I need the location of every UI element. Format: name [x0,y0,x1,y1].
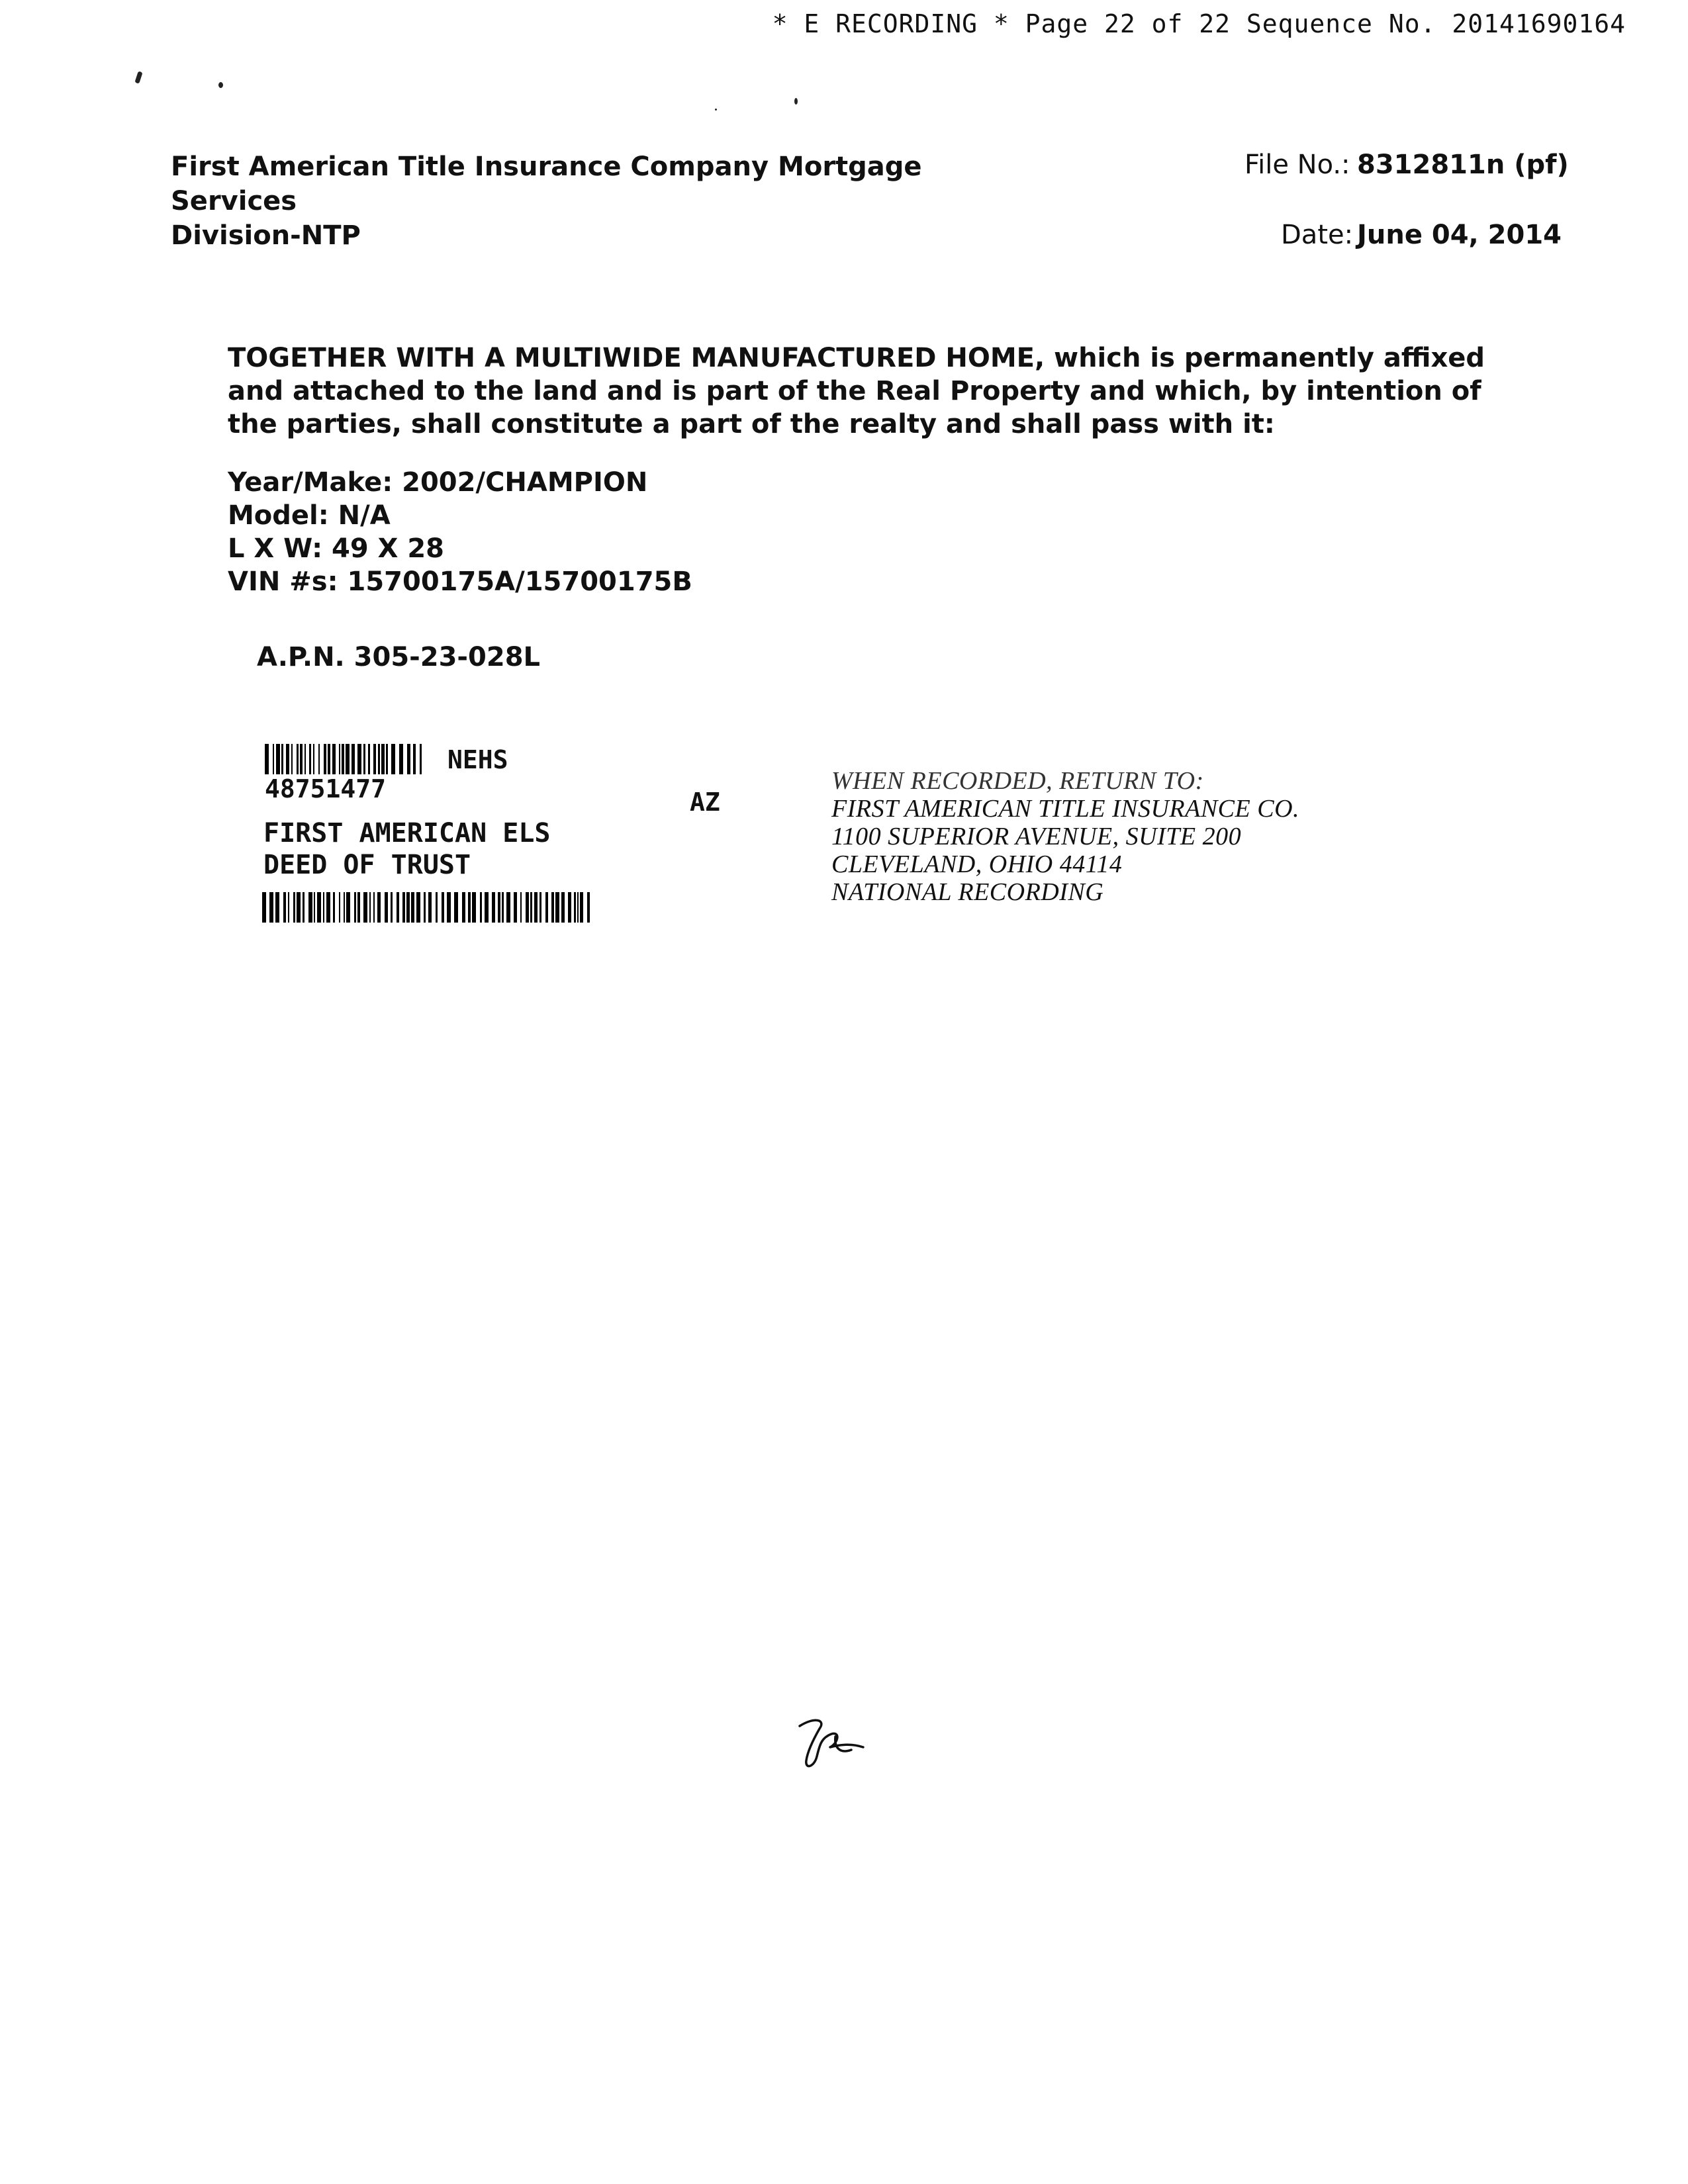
barcode-bar [283,892,286,923]
barcode-bar [492,892,495,923]
barcode-bar [369,892,371,923]
barcode-bar [561,892,565,923]
barcode-bar [352,744,355,774]
scan-speck [218,82,223,88]
barcode-bar [413,744,416,774]
barcode-bar [498,892,500,923]
barcode-bar [385,892,388,923]
barcode-bar [281,744,283,774]
barcode-bar [305,744,306,774]
barcode-bar [326,892,330,923]
barcode-bar [555,892,559,923]
barcode-bar [303,892,305,923]
barcode-bar [332,744,336,774]
return-to-street: 1100 SUPERIOR AVENUE, SUITE 200 [831,823,1242,850]
barcode-bar [514,892,517,923]
barcode-bar [545,892,548,923]
barcode-bar [286,744,289,774]
home-vin-numbers: VIN #s: 15700175A/15700175B [228,567,692,597]
handwritten-initials [794,1714,874,1774]
barcode-bar [328,744,330,774]
barcode-bar [462,892,465,923]
barcode-bar [574,892,576,923]
barcode-bar [291,744,293,774]
return-to-city: CLEVELAND, OHIO 44114 [831,850,1123,878]
file-number-label: File No.: [1244,150,1350,180]
return-to-company: FIRST AMERICAN TITLE INSURANCE CO. [831,795,1300,823]
stamp-state: AZ [690,788,720,817]
barcode-bar [288,892,289,923]
barcode-bar [323,892,324,923]
barcode-bar [587,892,590,923]
barcode-bar [391,892,393,923]
paragraph-lead: TOGETHER WITH A MULTIWIDE MANUFACTURED HOME, [228,343,1045,373]
barcode-bar [420,744,422,774]
barcode-bar [265,744,269,774]
barcode-bar [551,892,554,923]
barcode-bar [342,744,344,774]
barcode-bar [276,744,280,774]
date-label: Date: [1281,220,1354,250]
barcode-top [265,744,424,774]
date-value: June 04, 2014 [1357,220,1562,250]
barcode-bar [411,892,414,923]
home-model: Model: N/A [228,500,391,531]
barcode-bar [402,892,405,923]
home-year-make: Year/Make: 2002/CHAMPION [228,467,648,498]
barcode-bar [317,892,321,923]
barcode-bar [269,892,273,923]
barcode-bar [318,744,320,774]
recording-header: * E RECORDING * Page 22 of 22 Sequence No. 20141690164 [772,9,1626,38]
barcode-bar [416,892,420,923]
barcode-bar [447,892,451,923]
barcode-bar [357,744,361,774]
barcode-bar [262,892,266,923]
barcode-bar [377,892,381,923]
barcode-bar [485,892,489,923]
barcode-bar [357,892,360,923]
barcode-bar [297,744,299,774]
barcode-bar [577,892,579,923]
barcode-bar [314,892,315,923]
barcode-bar [346,744,350,774]
barcode-bar [368,744,370,774]
barcode-bar [363,744,365,774]
barcode-bar [297,892,301,923]
barcode-bar [472,892,476,923]
barcode-bar [530,892,532,923]
scan-speck [715,109,717,111]
barcode-bar [391,744,395,774]
return-to-heading: WHEN RECORDED, RETURN TO: [831,767,1204,795]
barcode-bar [373,744,376,774]
company-line-2: Division-NTP [171,220,361,251]
barcode-bar [293,892,295,923]
barcode-bar [520,892,522,923]
barcode-bar [506,892,510,923]
company-name [171,150,1031,253]
barcode-bar [386,744,388,774]
scan-speck [794,98,798,105]
barcode-bottom [262,892,590,923]
file-number-value: 8312811n (pf) [1357,150,1569,180]
barcode-bar [373,892,375,923]
company-line-1: First American Title Insurance Company Mortgage Services [171,152,922,216]
barcode-bar [346,892,350,923]
barcode-bar [399,744,403,774]
barcode-bar [534,892,538,923]
barcode-bar [397,892,399,923]
stamp-code: NEHS [447,745,508,774]
home-dimensions: L X W: 49 X 28 [228,533,445,564]
manufactured-home-paragraph [228,341,1525,441]
barcode-bar [424,892,426,923]
barcode-bar [308,892,312,923]
barcode-bar [468,892,471,923]
barcode-bar [407,744,410,774]
return-to-department: NATIONAL RECORDING [831,878,1104,906]
barcode-bar [568,892,571,923]
barcode-bar [309,744,311,774]
paragraph-rest: which is permanently affixed and attached to the land and is part of the Real Property and which, by intention of the parties, shall constitute a part of the realty and shall pass with it: [228,343,1485,439]
stamp-number: 48751477 [265,774,387,803]
barcode-bar [339,892,340,923]
barcode-bar [273,744,274,774]
barcode-bar [381,744,385,774]
barcode-bar [580,892,583,923]
barcode-bar [275,892,279,923]
barcode-bar [339,744,340,774]
barcode-bar [454,892,458,923]
barcode-bar [539,892,541,923]
apn-number: A.P.N. 305-23-028L [257,642,541,672]
barcode-bar [378,744,380,774]
barcode-bar [502,892,504,923]
barcode-bar [313,744,314,774]
barcode-bar [480,892,482,923]
barcode-bar [363,892,367,923]
barcode-bar [526,892,529,923]
barcode-bar [406,892,410,923]
barcode-bar [442,892,444,923]
barcode-bar [324,744,326,774]
barcode-bar [333,892,335,923]
barcode-bar [436,892,438,923]
stamp-document-type: DEED OF TRUST [263,850,471,880]
stamp-company: FIRST AMERICAN ELS [263,818,551,848]
barcode-bar [344,892,345,923]
barcode-bar [354,892,356,923]
barcode-bar [428,892,432,923]
barcode-bar [300,744,303,774]
scan-speck [134,71,142,83]
